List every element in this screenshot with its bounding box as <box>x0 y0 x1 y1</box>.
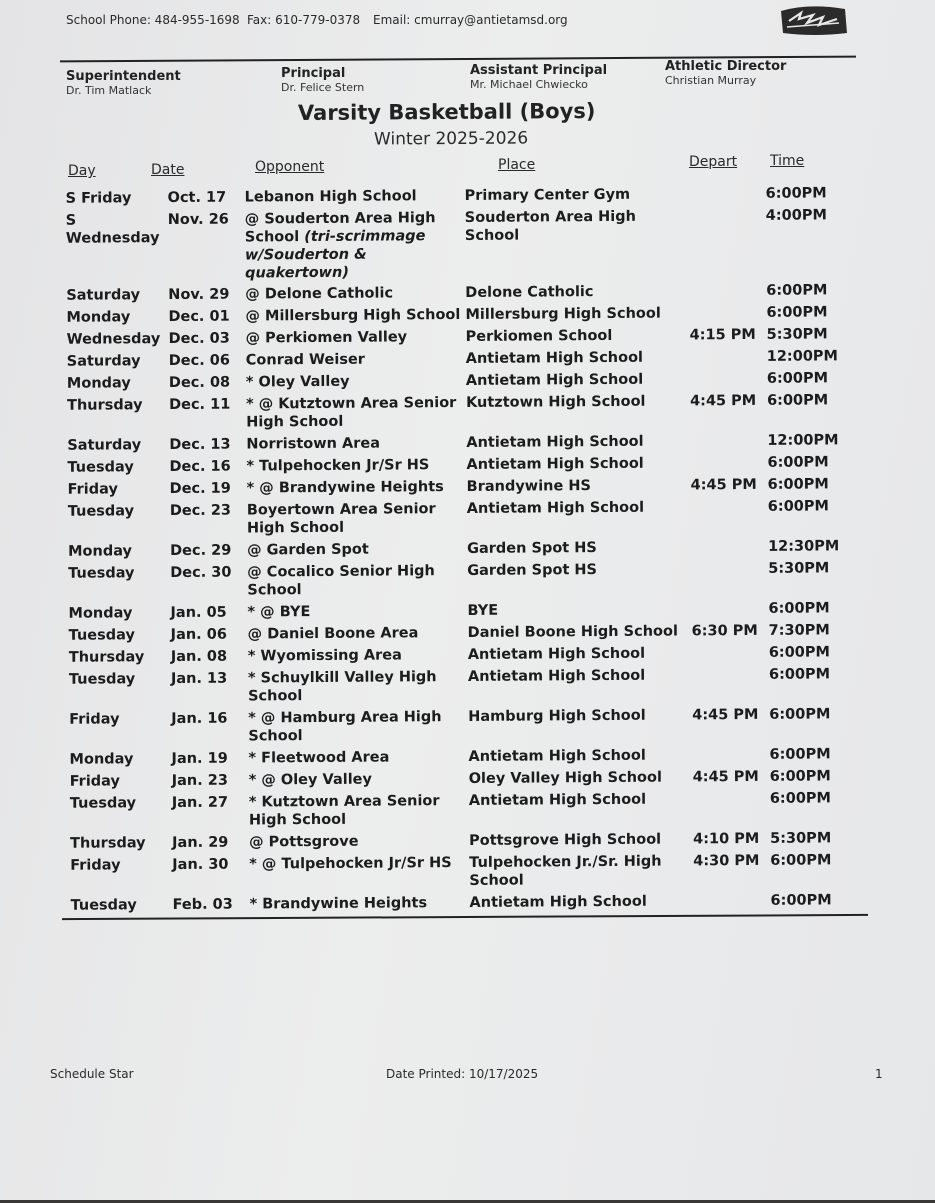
game-place: Kutztown High School <box>466 392 686 412</box>
game-day: Monday <box>67 374 167 393</box>
game-opponent-note: (tri-scrimmage w/Souderton & quakertown) <box>245 228 426 281</box>
game-day: Monday <box>68 542 168 561</box>
game-opponent: * @ Hamburg Area High School <box>248 708 463 746</box>
game-opponent: * Schuylkill Valley High School <box>248 668 463 706</box>
game-date: Dec. 08 <box>169 373 249 392</box>
game-day: Tuesday <box>70 794 170 813</box>
game-opponent: * Brandywine Heights <box>249 894 464 914</box>
table-row <box>0 599 935 606</box>
game-place: Antietam High School <box>468 644 688 664</box>
schedule-season: Winter 2025-2026 <box>374 128 528 149</box>
game-opponent: * Oley Valley <box>246 372 461 392</box>
game-time: 5:30PM <box>768 559 848 578</box>
col-header-time: Time <box>770 153 804 169</box>
admin-role: Superintendent <box>66 69 181 84</box>
game-opponent <box>245 209 460 282</box>
game-day: Thursday <box>67 396 167 415</box>
game-date: Jan. 13 <box>171 669 251 688</box>
game-place: Oley Valley High School <box>469 768 689 788</box>
game-opponent-name: @ Souderton Area High School <box>245 210 436 245</box>
game-depart: 4:10 PM <box>693 830 763 848</box>
game-opponent: @ Pottsgrove <box>249 832 464 852</box>
game-day: Tuesday <box>68 564 168 583</box>
game-opponent: Norristown Area <box>246 434 461 454</box>
table-row <box>0 184 933 191</box>
school-phone: School Phone: 484-955-1698 <box>66 13 240 27</box>
admin-role: Athletic Director <box>665 59 786 74</box>
game-day: Monday <box>66 308 166 327</box>
admin-role: Principal <box>281 66 345 81</box>
game-time: 5:30PM <box>767 325 847 344</box>
game-opponent: * Kutztown Area Senior High School <box>249 792 464 830</box>
school-fax: Fax: 610-779-0378 <box>247 13 360 27</box>
game-place: Hamburg High School <box>468 706 688 726</box>
table-row <box>1 705 935 712</box>
game-day: Monday <box>69 750 169 769</box>
admin-role: Assistant Principal <box>470 63 607 78</box>
school-email: Email: cmurray@antietamsd.org <box>373 13 568 27</box>
game-day: Wednesday <box>67 330 167 349</box>
game-day: Saturday <box>66 286 166 305</box>
col-header-place: Place <box>498 157 535 173</box>
game-day: S Wednesday <box>66 211 162 248</box>
game-place: Garden Spot HS <box>467 560 687 580</box>
table-row <box>0 281 933 288</box>
game-opponent: @ Delone Catholic <box>245 284 460 304</box>
game-depart: 4:45 PM <box>693 768 763 786</box>
game-place: Primary Center Gym <box>465 185 685 205</box>
game-opponent: * @ Brandywine Heights <box>247 478 462 498</box>
game-date: Dec. 03 <box>169 329 249 348</box>
game-place: Tulpehocken Jr./Sr. High School <box>469 852 689 890</box>
footer-date-printed: Date Printed: 10/17/2025 <box>386 1067 538 1081</box>
game-time: 6:00PM <box>768 475 848 494</box>
game-date: Oct. 17 <box>168 188 248 207</box>
admin-name: Dr. Tim Matlack <box>66 84 181 98</box>
game-place: Antietam High School <box>469 790 689 810</box>
game-opponent: * @ Oley Valley <box>249 770 464 790</box>
game-place: Perkiomen School <box>466 326 686 346</box>
game-time: 7:30PM <box>769 621 849 640</box>
game-time: 6:00PM <box>769 643 849 662</box>
col-header-date: Date <box>151 162 184 178</box>
game-opponent: @ Perkiomen Valley <box>246 328 461 348</box>
game-date: Jan. 29 <box>172 833 252 852</box>
game-date: Dec. 13 <box>169 435 249 454</box>
game-day: Tuesday <box>70 896 170 915</box>
game-time: 6:00PM <box>767 391 847 410</box>
col-header-opponent: Opponent <box>255 159 324 175</box>
table-row <box>0 431 934 438</box>
game-date: Jan. 30 <box>172 855 252 874</box>
game-depart: 4:45 PM <box>690 392 760 410</box>
footer-page-number: 1 <box>875 1067 883 1081</box>
game-time: 6:00PM <box>770 851 850 870</box>
footer-source: Schedule Star <box>50 1067 134 1081</box>
game-day: Monday <box>68 604 168 623</box>
game-depart: 4:45 PM <box>691 476 761 494</box>
game-opponent: @ Garden Spot <box>247 540 462 560</box>
game-date: Dec. 23 <box>170 501 250 520</box>
col-header-depart: Depart <box>689 154 737 170</box>
game-day: Tuesday <box>67 458 167 477</box>
game-place: Antietam High School <box>466 348 686 368</box>
game-date: Dec. 01 <box>168 307 248 326</box>
game-date: Nov. 26 <box>168 210 248 229</box>
game-time: 12:30PM <box>768 537 848 556</box>
game-opponent: Conrad Weiser <box>246 350 461 370</box>
game-place: Antietam High School <box>466 370 686 390</box>
admin-name: Dr. Felice Stern <box>281 81 364 95</box>
game-place: Antietam High School <box>466 454 686 474</box>
admin-name: Mr. Michael Chwiecko <box>470 78 607 92</box>
game-place: Daniel Boone High School <box>468 622 688 642</box>
game-day: Tuesday <box>69 670 169 689</box>
game-place: Antietam High School <box>469 892 689 912</box>
game-date: Nov. 29 <box>168 285 248 304</box>
game-date: Jan. 06 <box>171 625 251 644</box>
game-opponent: @ Daniel Boone Area <box>248 624 463 644</box>
game-day: S Friday <box>66 189 166 208</box>
game-opponent: * @ Kutztown Area Senior High School <box>246 394 461 432</box>
game-time: 6:00PM <box>770 891 850 910</box>
game-day: Thursday <box>69 648 169 667</box>
game-day: Tuesday <box>69 626 169 645</box>
game-time: 12:00PM <box>767 347 847 366</box>
game-date: Dec. 29 <box>170 541 250 560</box>
table-row <box>2 829 935 836</box>
game-opponent: @ Millersburg High School <box>245 306 460 326</box>
admin-name: Christian Murray <box>665 74 786 88</box>
game-date: Jan. 16 <box>171 709 251 728</box>
game-day: Friday <box>70 772 170 791</box>
game-time: 6:00PM <box>770 767 850 786</box>
game-date: Jan. 05 <box>170 603 250 622</box>
game-place: Antietam High School <box>468 666 688 686</box>
game-time: 6:00PM <box>766 184 846 203</box>
game-day: Friday <box>69 710 169 729</box>
game-opponent: @ Cocalico Senior High School <box>247 562 462 600</box>
game-time: 5:30PM <box>770 829 850 848</box>
game-date: Jan. 23 <box>172 771 252 790</box>
game-place: Antietam High School <box>466 432 686 452</box>
table-row <box>2 891 935 898</box>
table-row <box>1 745 935 752</box>
game-place: Garden Spot HS <box>467 538 687 558</box>
game-place: Brandywine HS <box>467 476 687 496</box>
game-place: BYE <box>467 600 687 620</box>
game-time: 6:00PM <box>767 369 847 388</box>
game-time: 6:00PM <box>766 281 846 300</box>
game-opponent: Boyertown Area Senior High School <box>247 500 462 538</box>
table-row <box>0 537 935 544</box>
game-time: 12:00PM <box>767 431 847 450</box>
game-place: Pottsgrove High School <box>469 830 689 850</box>
game-place: Souderton Area High School <box>465 207 685 245</box>
game-time: 6:00PM <box>769 745 849 764</box>
game-time: 6:00PM <box>769 705 849 724</box>
game-time: 4:00PM <box>766 206 846 225</box>
game-time: 6:00PM <box>767 453 847 472</box>
game-date: Jan. 19 <box>171 749 251 768</box>
game-depart: 4:15 PM <box>690 326 760 344</box>
game-depart: 4:30 PM <box>693 852 763 870</box>
game-depart: 4:45 PM <box>692 706 762 724</box>
game-time: 6:00PM <box>766 303 846 322</box>
game-date: Dec. 16 <box>169 457 249 476</box>
game-place: Antietam High School <box>468 746 688 766</box>
schedule-title: Varsity Basketball (Boys) <box>298 99 596 125</box>
game-place: Delone Catholic <box>465 282 685 302</box>
game-day: Saturday <box>67 436 167 455</box>
game-opponent: * Fleetwood Area <box>248 748 463 768</box>
game-time: 6:00PM <box>768 599 848 618</box>
game-time: 6:00PM <box>768 497 848 516</box>
game-date: Dec. 30 <box>170 563 250 582</box>
game-date: Dec. 06 <box>169 351 249 370</box>
game-day: Thursday <box>70 834 170 853</box>
game-date: Jan. 08 <box>171 647 251 666</box>
game-opponent: * @ BYE <box>247 602 462 622</box>
game-place: Millersburg High School <box>465 304 685 324</box>
col-header-day: Day <box>68 163 96 179</box>
game-day: Friday <box>70 856 170 875</box>
game-opponent: Lebanon High School <box>245 187 460 207</box>
game-date: Jan. 27 <box>172 793 252 812</box>
game-time: 6:00PM <box>769 665 849 684</box>
game-time: 6:00PM <box>770 789 850 808</box>
game-date: Dec. 19 <box>170 479 250 498</box>
game-day: Tuesday <box>68 502 168 521</box>
game-day: Friday <box>68 480 168 499</box>
game-date: Feb. 03 <box>172 895 252 914</box>
game-opponent: * Wyomissing Area <box>248 646 463 666</box>
game-day: Saturday <box>67 352 167 371</box>
game-opponent: * Tulpehocken Jr/Sr HS <box>246 456 461 476</box>
game-opponent: * @ Tulpehocken Jr/Sr HS <box>249 854 464 874</box>
game-date: Dec. 11 <box>169 395 249 414</box>
game-depart: 6:30 PM <box>692 622 762 640</box>
game-place: Antietam High School <box>467 498 687 518</box>
